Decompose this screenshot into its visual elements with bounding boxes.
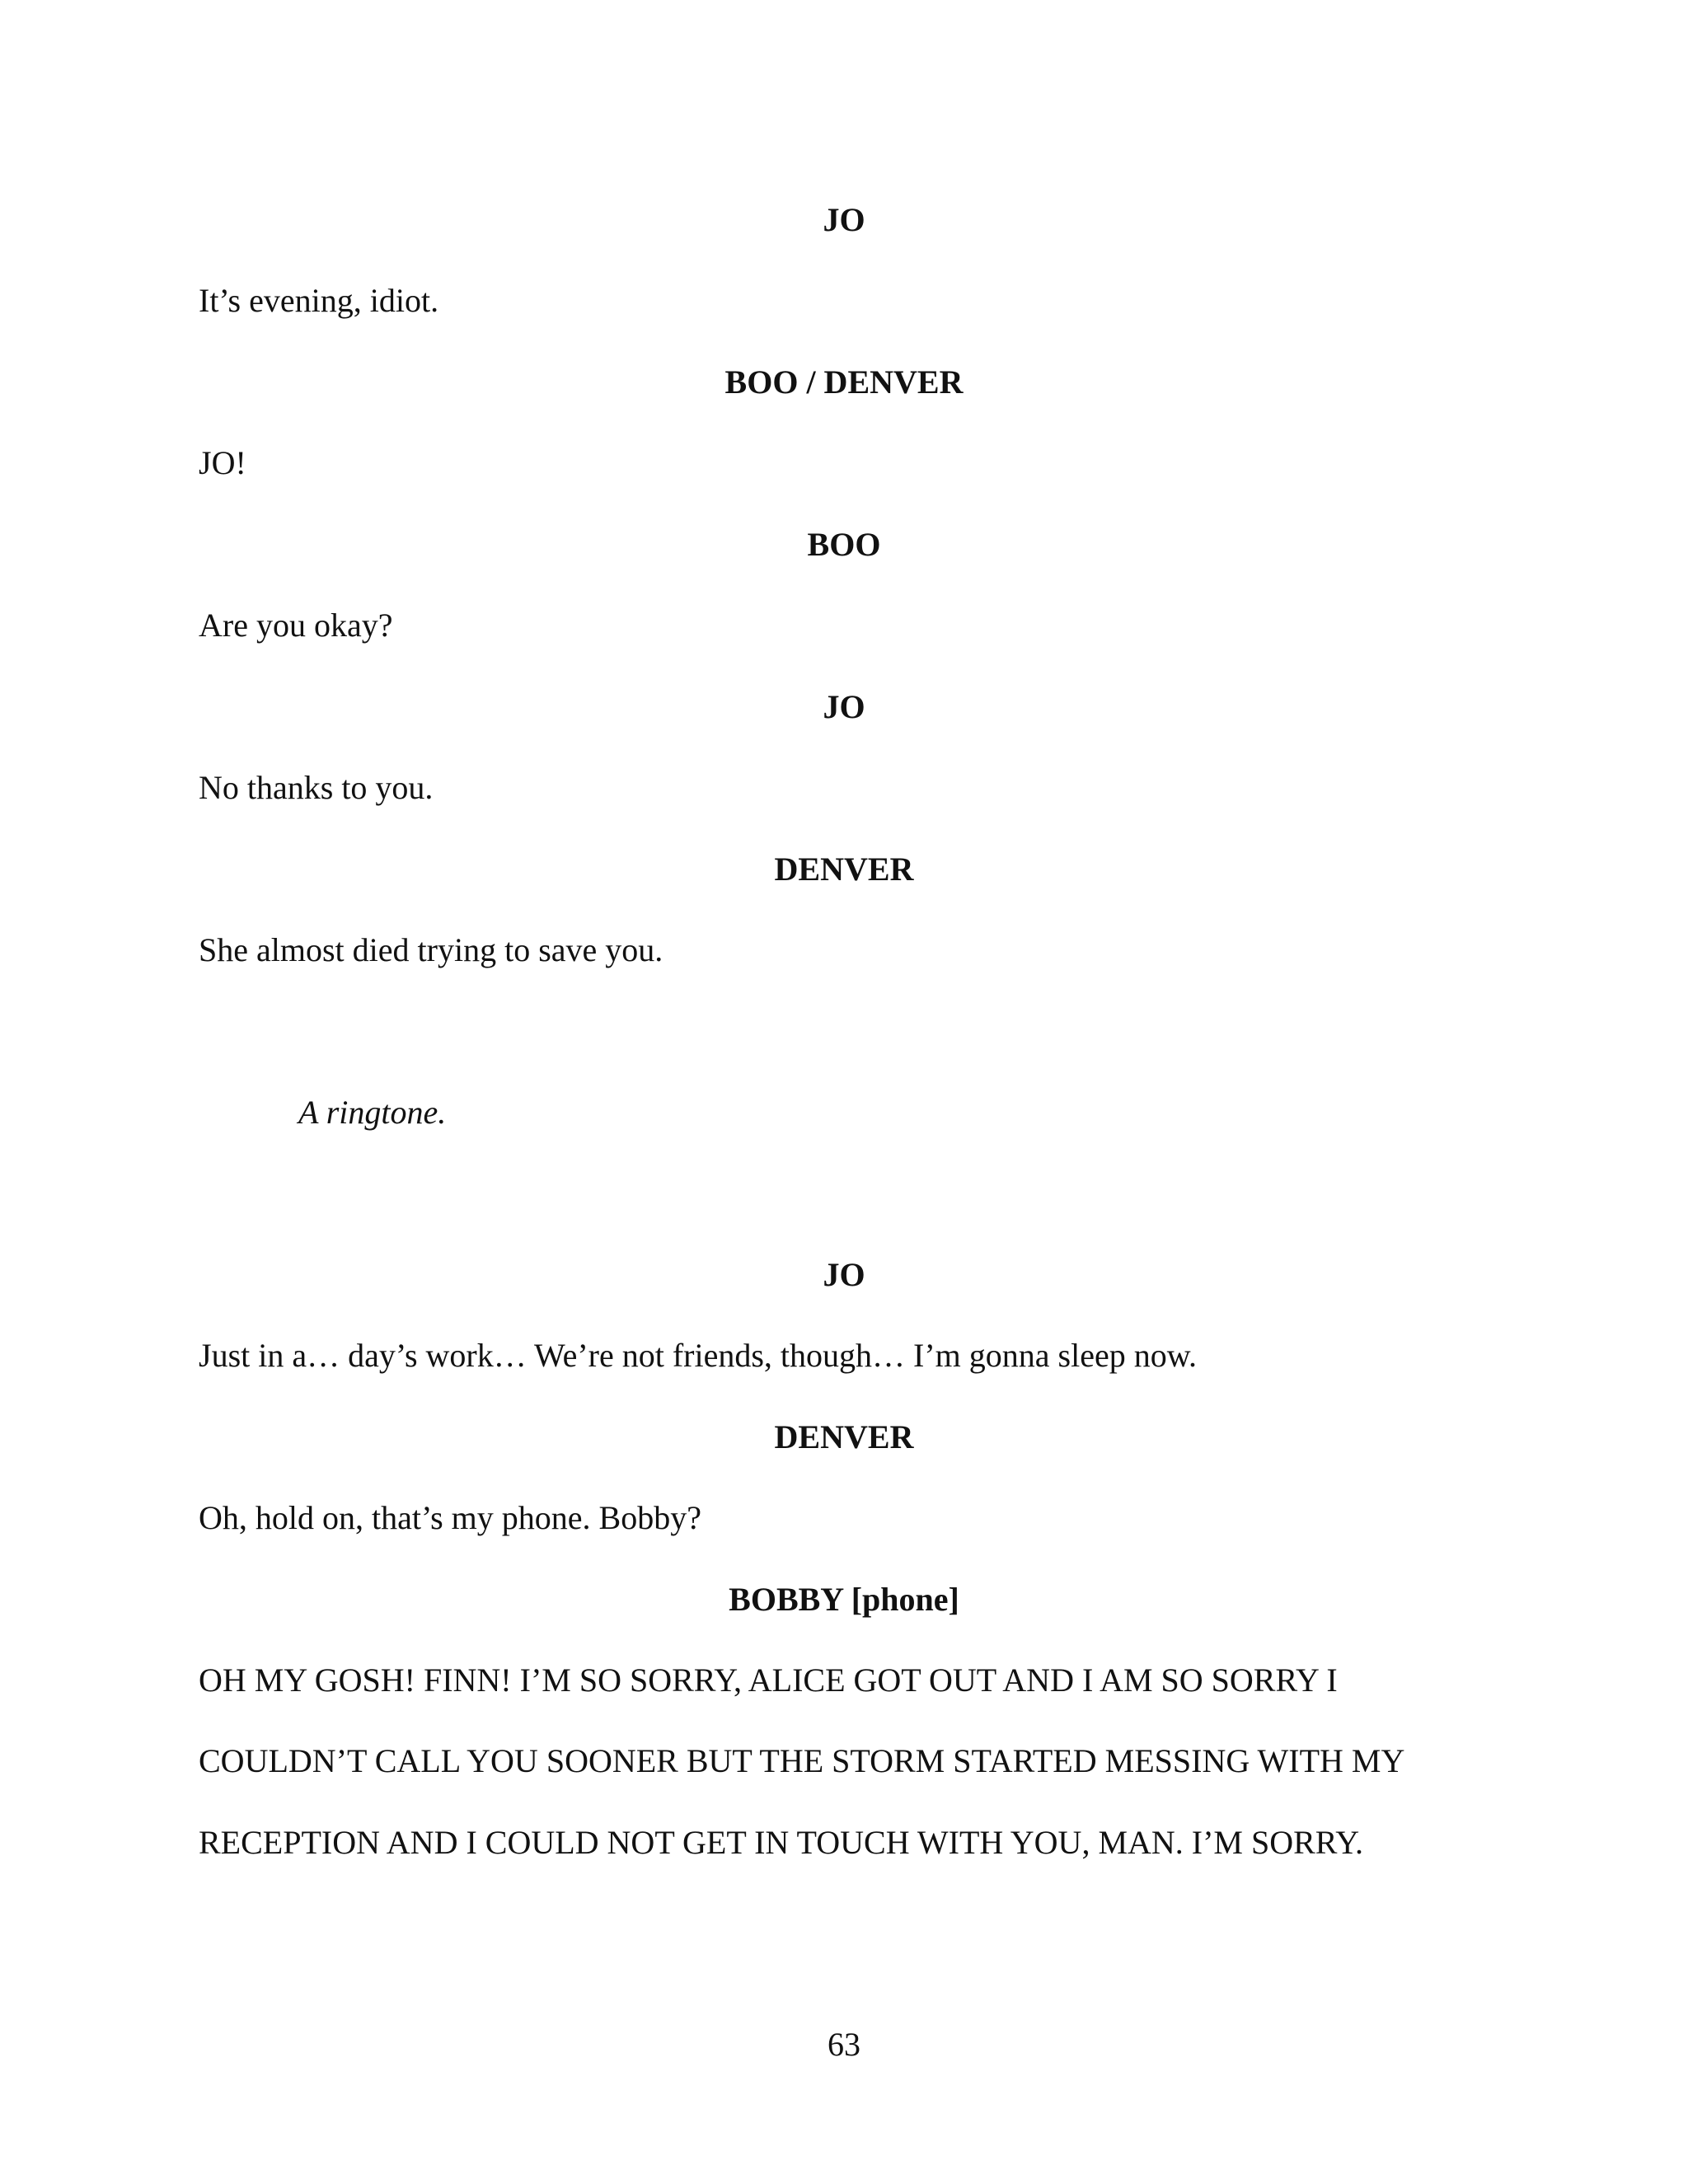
dialogue-line: No thanks to you.	[199, 769, 434, 806]
page-number: 63	[828, 2026, 860, 2063]
dialogue-line: She almost died trying to save you.	[199, 931, 663, 968]
dialogue-line: JO!	[199, 444, 246, 481]
speaker-name: BOBBY [phone]	[729, 1581, 959, 1618]
dialogue-line: Oh, hold on, that’s my phone. Bobby?	[199, 1499, 701, 1536]
dialogue-line: OH MY GOSH! FINN! I’M SO SORRY, ALICE GOT OUT AND I AM SO SORRY I	[199, 1661, 1338, 1699]
dialogue-line: It’s evening, idiot.	[199, 282, 439, 319]
stage-direction: A ringtone.	[298, 1094, 447, 1131]
speaker-name: DENVER	[774, 1418, 914, 1455]
speaker-name: JO	[823, 1256, 865, 1293]
dialogue-line: Are you okay?	[199, 607, 393, 644]
speaker-name: BOO / DENVER	[724, 363, 964, 401]
dialogue-line: COULDN’T CALL YOU SOONER BUT THE STORM STARTED MESSING WITH MY	[199, 1742, 1405, 1779]
speaker-name: DENVER	[774, 851, 914, 888]
speaker-name: BOO	[807, 526, 881, 563]
dialogue-line: RECEPTION AND I COULD NOT GET IN TOUCH WITH YOU, MAN. I’M SORRY.	[199, 1824, 1364, 1861]
dialogue-line: Just in a… day’s work… We’re not friends, though… I’m gonna sleep now.	[199, 1337, 1198, 1374]
speaker-name: JO	[823, 201, 865, 238]
speaker-name: JO	[823, 688, 865, 725]
